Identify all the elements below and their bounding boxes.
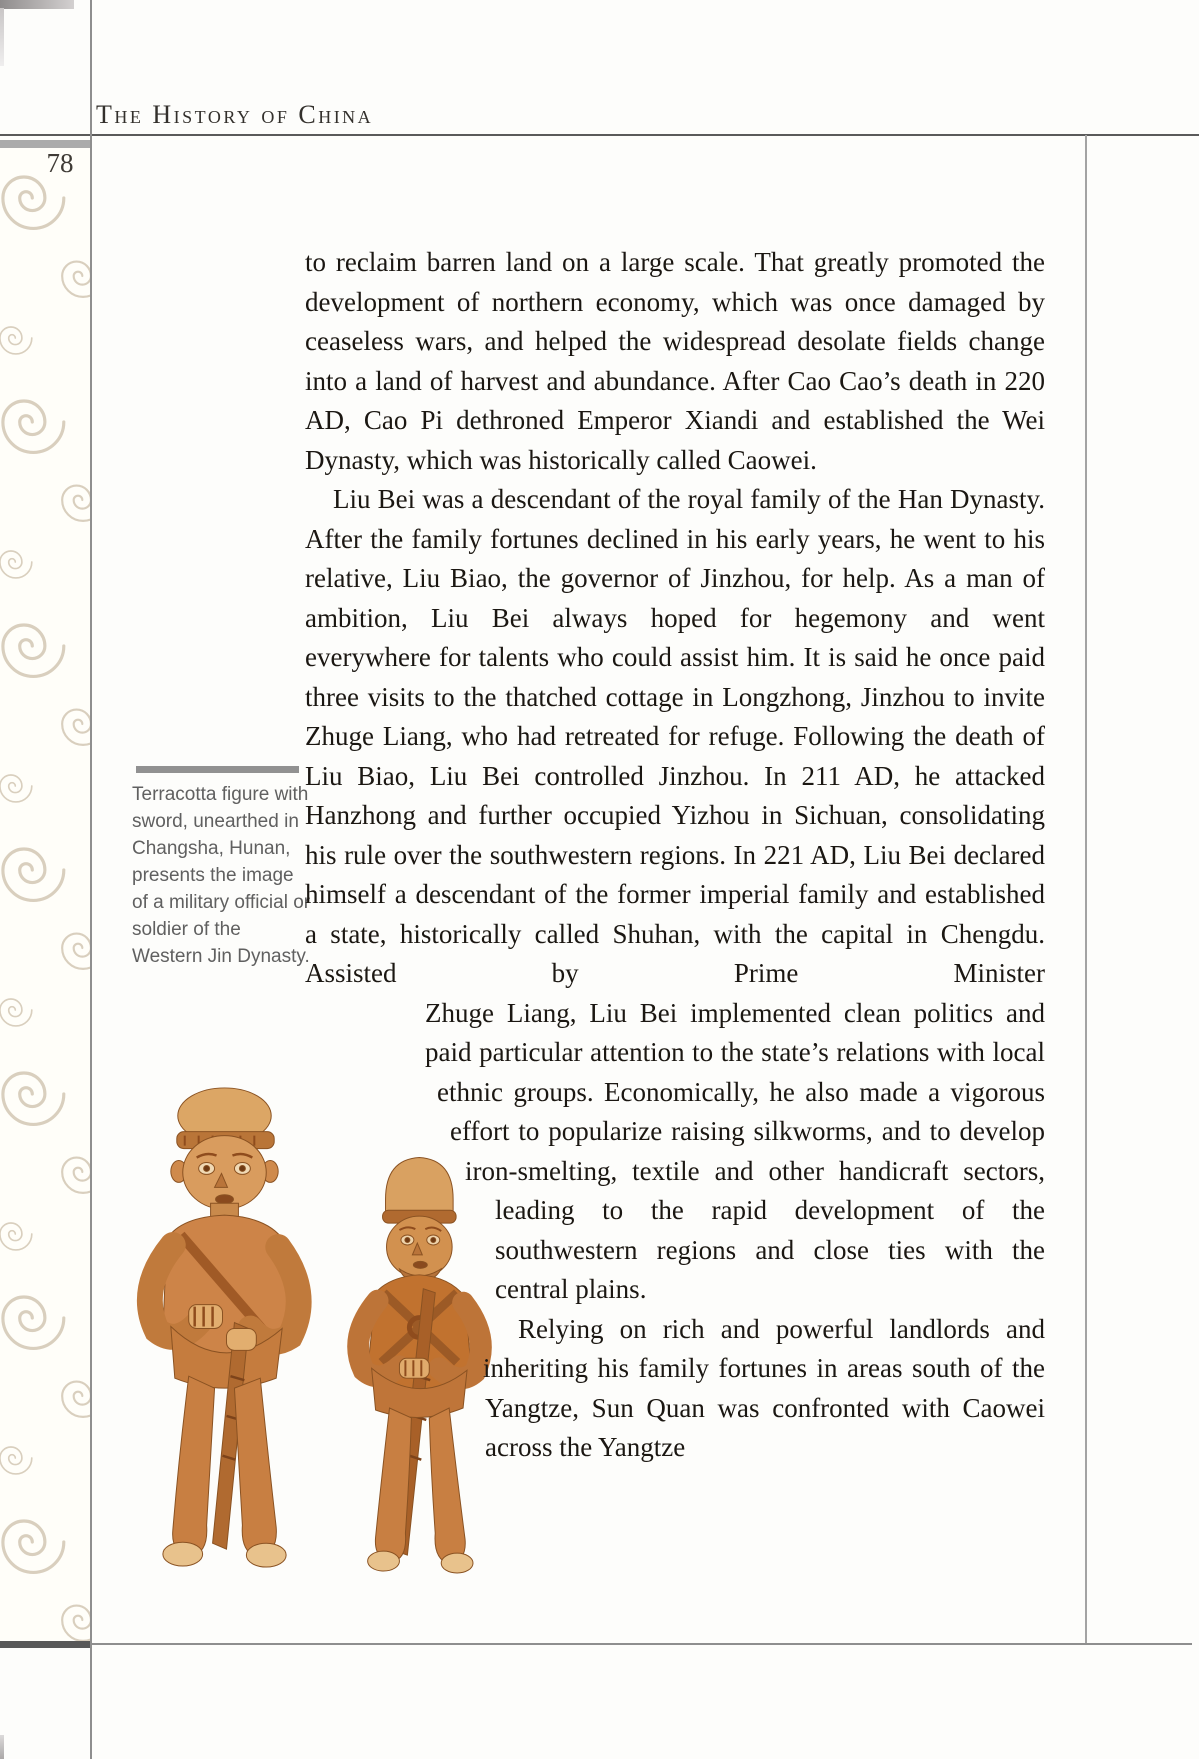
wrap-block (305, 994, 1045, 1468)
article-text (305, 243, 1045, 1499)
paragraph-1 (305, 243, 1045, 480)
paragraph-2-before-figure (305, 480, 1045, 994)
paragraph-2a-text: Liu Bei was a descendant of the royal family of the Han Dynasty. After the family fortunes declined in his early years, he went to his relative, Liu Biao, the governor of Jinzhou, for help. As a man of ambition, Liu Bei always hoped for hegemony and went everywhere for talents who could assist him. It is said he once paid three visits to the thatched cottage in Longzhong, Jinzhou to invite Zhuge Liang, who had retreated for refuge. Following the death of Liu Biao, Liu Bei controlled Jinzhou. In 211 AD, he attacked Hanzhong and further occupied Yizhou in Sichuan, consolidating his rule over the southwestern regions. In 221 AD, Liu Bei declared himself a descendant of the former imperial family and established a state, historically called Shuhan, with the capital in Chengdu. Assisted by Prime Minister (305, 484, 1045, 988)
paragraph-2b-text: Zhuge Liang, Liu Bei implemented clean politics and paid particular attention to the state’s relations with local ethnic groups. Economically, he also made a vigorous effort to popularize raising silkworms, and to develop iron-smelting, textile and other handicraft sectors, leading to the rapid development of the southwestern regions and close ties with the central plains. (425, 997, 1045, 1304)
figure-caption: Terracotta figure with sword, unearthed in Changsha, Hunan, presents the image of a military official or soldier of the Western Jin Dynasty. (132, 784, 311, 967)
caption-rule-bar (136, 766, 299, 773)
header-rule (0, 134, 1199, 136)
cloud-scroll-pattern-decoration (0, 148, 90, 1641)
figurine-left (150, 1088, 299, 1567)
paragraph-1-text: to reclaim barren land on a large scale. That greatly promoted the development of northern economy, which was once damaged by ceaseless wars, and helped the widespread desolate fields change into a land of harvest and abundance. After Cao Cao’s death in 220 AD, Cao Pi dethroned Emperor Xiandi and established the Wei Dynasty, which was historically called Caowei. (305, 247, 1045, 475)
sidebar-top-bar (0, 140, 90, 148)
page-number: 78 (46, 148, 74, 178)
bottom-rule (92, 1643, 1192, 1645)
right-margin-rule (1085, 135, 1087, 1644)
left-margin-rule (90, 0, 92, 1759)
scan-edge-mark-bottom-left (0, 1735, 4, 1759)
paragraph-3-text: Relying on rich and powerful landlords and inheriting his family fortunes in areas south of the Yangtze, Sun Quan was confronted with Caowei across the Yangtze (483, 1313, 1045, 1462)
running-header: The History of China (96, 100, 374, 129)
scan-edge-mark-top (0, 0, 74, 9)
sidebar-bottom-bar (0, 1641, 90, 1648)
scan-edge-mark-top-left (0, 8, 4, 66)
